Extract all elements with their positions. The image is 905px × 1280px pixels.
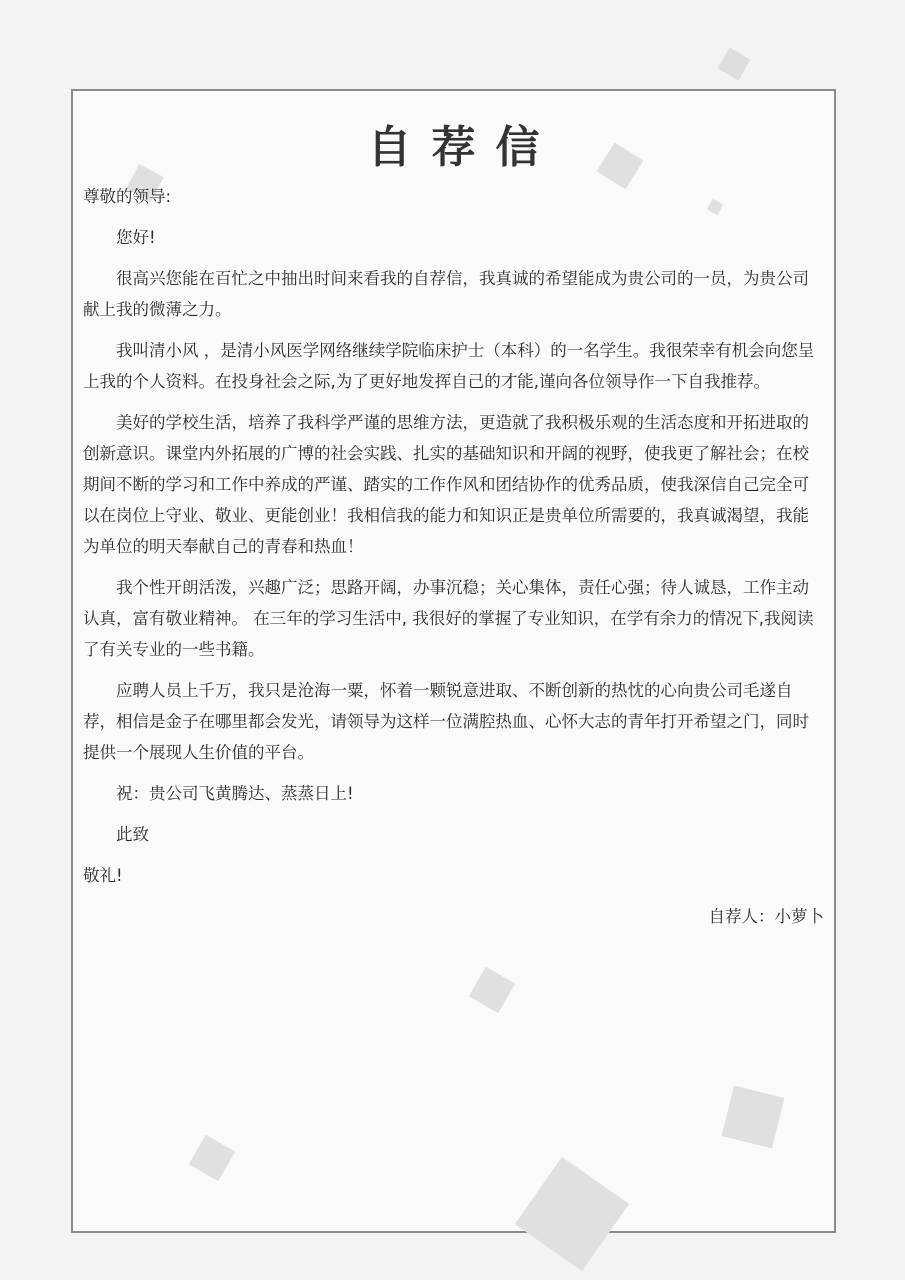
closing-line-2: 敬礼!: [83, 866, 123, 885]
body-paragraph: 应聘人员上千万，我只是沧海一粟，怀着一颗锐意进取、不断创新的热忱的心向贵公司毛遂自荐，相信是金子在哪里都会发光，请领导为这样一位满腔热血、心怀大志的青年打开希望之门，同时提供一个展现人生价值的平台。: [83, 681, 809, 762]
letter-title: 自荐信: [367, 122, 560, 173]
wishes: 祝：贵公司飞黄腾达、蒸蒸日上!: [116, 784, 354, 803]
closing-line-1: 此致: [116, 825, 149, 844]
body-paragraph: 很高兴您能在百忙之中抽出时间来看我的自荐信，我真诚的希望能成为贵公司的一员，为贵公司献上我的微薄之力。: [83, 269, 809, 319]
signature: 自荐人：小萝卜: [708, 907, 824, 926]
body-paragraph: 美好的学校生活，培养了我科学严谨的思维方法，更造就了我积极乐观的生活态度和开拓进取的创新意识。课堂内外拓展的广博的社会实践、扎实的基础知识和开阔的视野，使我更了解社会；在校期间不断的学习和工作中养成的严谨、踏实的工作作风和团结协作的优秀品质，使我深信自己完全可以在岗位上守业、敬业、更能创业！我相信我的能力和知识正是贵单位所需要的，我真诚渴望，我能为单位的明天奉献自己的青春和热血！: [83, 413, 809, 556]
body-paragraph: 我个性开朗活泼，兴趣广泛；思路开阔，办事沉稳；关心集体，责任心强；待人诚恳，工作主动认真，富有敬业精神。 在三年的学习生活中, 我很好的掌握了专业知识，在学有余力的情况下,我阅读了有关专业的一些书籍。: [83, 578, 814, 659]
decorative-square: [469, 967, 515, 1013]
salutation: 尊敬的领导:: [83, 187, 172, 206]
letter-frame: [71, 89, 836, 1233]
decorative-square: [189, 1135, 235, 1181]
letter-body: [83, 181, 824, 942]
decorative-square: [718, 48, 751, 81]
greeting: 您好!: [116, 228, 156, 247]
body-paragraph: 我叫清小风 ，是清小风医学网络继续学院临床护士（本科）的一名学生。我很荣幸有机会向您呈上我的个人资料。在投身社会之际,为了更好地发挥自己的才能,谨向各位领导作一下自我推荐。: [83, 341, 815, 391]
decorative-square: [721, 1085, 784, 1148]
decorative-square: [515, 1157, 629, 1271]
